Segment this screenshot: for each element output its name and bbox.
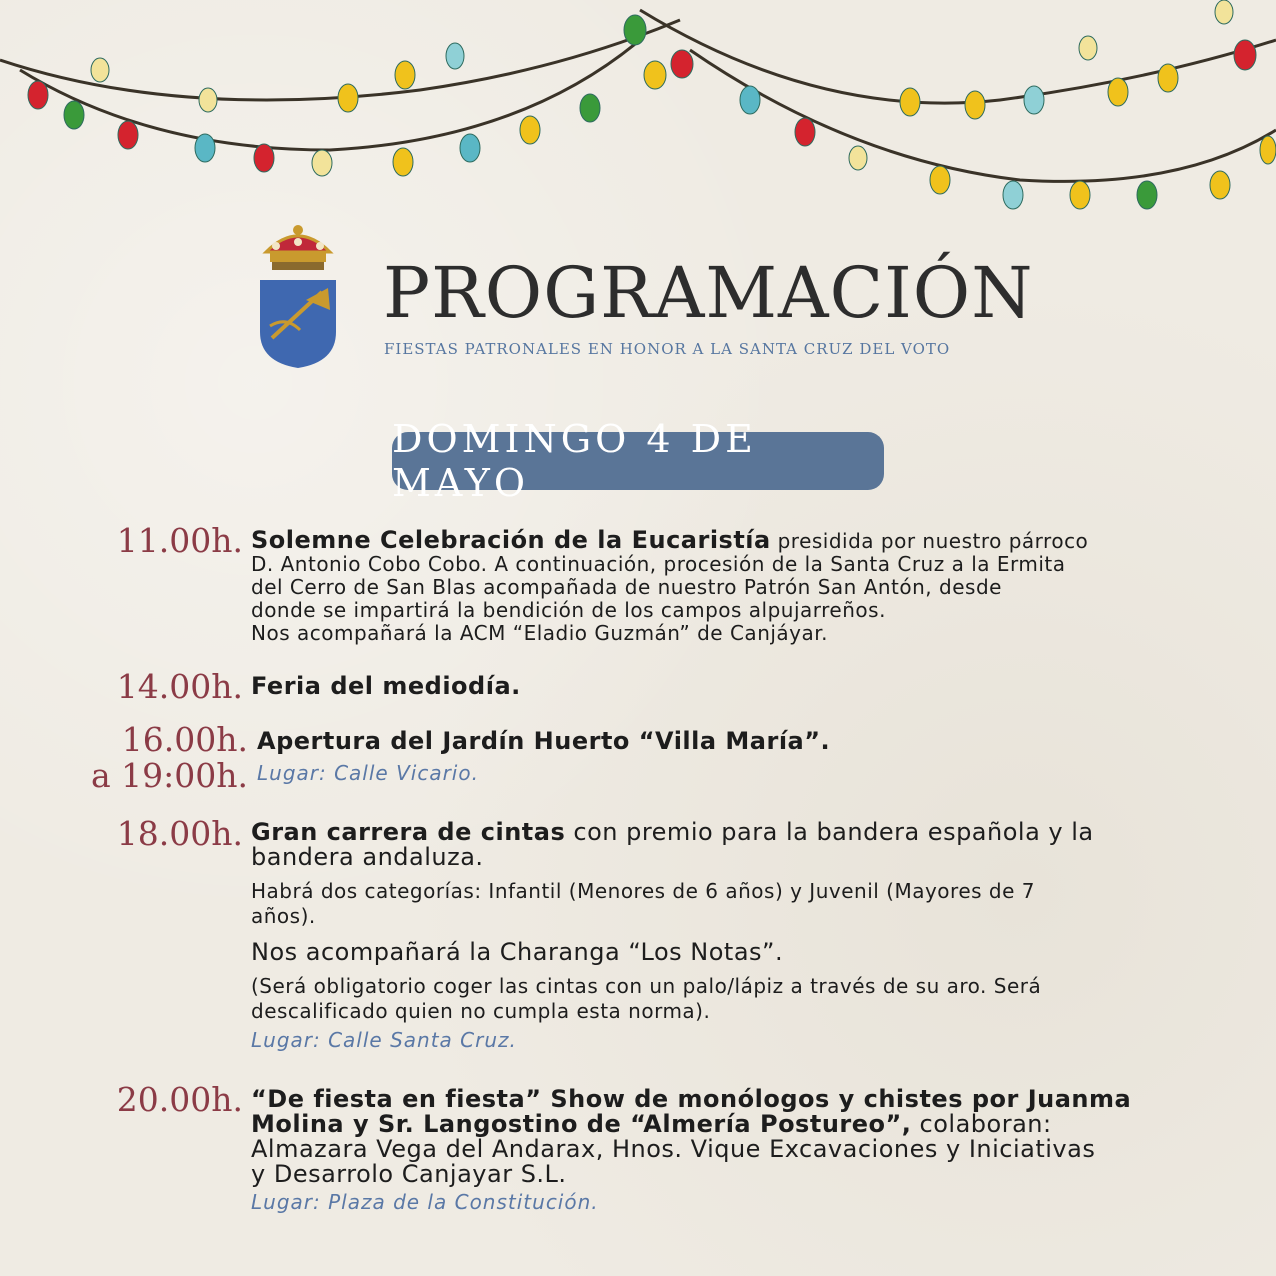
bulb-icon bbox=[1108, 78, 1128, 106]
bulb-icon bbox=[624, 15, 646, 45]
bulb-icon bbox=[930, 166, 950, 194]
event-title: Gran carrera de cintas bbox=[251, 818, 566, 846]
coat-of-arms-icon bbox=[256, 222, 340, 372]
event-text: presidida por nuestro párroco bbox=[777, 529, 1089, 553]
bulb-icon bbox=[1137, 181, 1157, 209]
event-text-line: donde se impartirá la bendición de los campos alpujarreños. bbox=[251, 598, 886, 622]
event-description bbox=[251, 674, 1196, 699]
bulb-icon bbox=[254, 144, 274, 172]
event-time-end: a 19:00h. bbox=[90, 756, 248, 795]
bulb-icon bbox=[644, 61, 666, 89]
event-description bbox=[251, 1087, 1211, 1214]
bulb-icon bbox=[28, 81, 48, 109]
event-time: 18.00h. bbox=[116, 814, 243, 853]
event-text-line: del Cerro de San Blas acompañada de nuestro Patrón San Antón, desde bbox=[251, 575, 1002, 599]
event-description bbox=[251, 820, 1196, 1052]
bulb-icon bbox=[900, 88, 920, 116]
date-badge: DOMINGO 4 DE MAYO bbox=[392, 432, 884, 490]
bulb-icon bbox=[1079, 36, 1097, 60]
bulb-icon bbox=[393, 148, 413, 176]
event-title: Molina y Sr. Langostino de “Almería Postureo”, bbox=[251, 1110, 912, 1138]
event-time: 16.00h. bbox=[121, 720, 248, 759]
event-categories: Habrá dos categorías: Infantil (Menores de 6 años) y Juvenil (Mayores de 7 bbox=[251, 879, 1035, 903]
bulb-icon bbox=[199, 88, 217, 112]
event-place: Lugar: Plaza de la Constitución. bbox=[251, 1190, 599, 1214]
bulb-icon bbox=[795, 118, 815, 146]
event-text: colaboran: bbox=[919, 1110, 1052, 1138]
event-text: con premio para la bandera española y la bbox=[573, 818, 1094, 846]
event-text: y Desarrolo Canjayar S.L. bbox=[251, 1160, 567, 1188]
event-place: Lugar: Calle Santa Cruz. bbox=[251, 1028, 517, 1052]
lights-wire-left-lower bbox=[20, 40, 640, 150]
event-title: Apertura del Jardín Huerto “Villa María”. bbox=[257, 727, 831, 755]
event-categories: años). bbox=[251, 904, 316, 928]
bulb-icon bbox=[1003, 181, 1023, 209]
string-lights-decoration bbox=[0, 0, 1276, 230]
event-text-line: Nos acompañará la ACM “Eladio Guzmán” de Canjáyar. bbox=[251, 621, 829, 645]
bulb-icon bbox=[446, 43, 464, 69]
bulb-icon bbox=[118, 121, 138, 149]
bulb-icon bbox=[1234, 40, 1256, 70]
bulb-icon bbox=[1158, 64, 1178, 92]
bulb-icon bbox=[1215, 0, 1233, 24]
event-place: Lugar: Calle Vicario. bbox=[257, 761, 479, 785]
bulb-icon bbox=[1024, 86, 1044, 114]
bulb-icon bbox=[740, 86, 760, 114]
event-title: “De fiesta en fiesta” Show de monólogos y chistes por Juanma bbox=[251, 1085, 1132, 1113]
bulb-icon bbox=[849, 146, 867, 170]
lights-wire-right bbox=[640, 10, 1276, 103]
event-time: 14.00h. bbox=[116, 667, 243, 706]
event-title: Feria del mediodía. bbox=[251, 672, 521, 700]
bulb-icon bbox=[395, 61, 415, 89]
bulb-icon bbox=[1070, 181, 1090, 209]
event-rule: (Será obligatorio coger las cintas con un palo/lápiz a través de su aro. Será bbox=[251, 974, 1042, 998]
bulb-icon bbox=[520, 116, 540, 144]
bulb-icon bbox=[460, 134, 480, 162]
event-text-line: D. Antonio Cobo Cobo. A continuación, procesión de la Santa Cruz a la Ermita bbox=[251, 552, 1066, 576]
bulb-icon bbox=[195, 134, 215, 162]
bulb-icon bbox=[338, 84, 358, 112]
bulb-icon bbox=[1210, 171, 1230, 199]
lights-wire-right-lower bbox=[690, 50, 1276, 181]
bulb-icon bbox=[1260, 136, 1276, 164]
event-description bbox=[257, 729, 1202, 785]
event-music: Nos acompañará la Charanga “Los Notas”. bbox=[251, 938, 784, 966]
event-text: bandera andaluza. bbox=[251, 843, 484, 871]
bulb-icon bbox=[671, 50, 693, 78]
event-time: 11.00h. bbox=[116, 521, 243, 560]
bulb-icon bbox=[965, 91, 985, 119]
bulb-icon bbox=[64, 101, 84, 129]
event-text: Almazara Vega del Andarax, Hnos. Vique Excavaciones y Iniciativas bbox=[251, 1135, 1096, 1163]
event-rule: descalificado quien no cumpla esta norma). bbox=[251, 999, 711, 1023]
event-title: Solemne Celebración de la Eucaristía bbox=[251, 526, 771, 554]
bulb-icon bbox=[580, 94, 600, 122]
event-description bbox=[251, 528, 1196, 645]
page-subtitle: FIESTAS PATRONALES EN HONOR A LA SANTA CRUZ DEL VOTO bbox=[384, 340, 951, 358]
event-time: 20.00h. bbox=[116, 1080, 243, 1119]
page-title: PROGRAMACIÓN bbox=[383, 252, 1034, 334]
bulb-icon bbox=[91, 58, 109, 82]
bulb-icon bbox=[312, 150, 332, 176]
